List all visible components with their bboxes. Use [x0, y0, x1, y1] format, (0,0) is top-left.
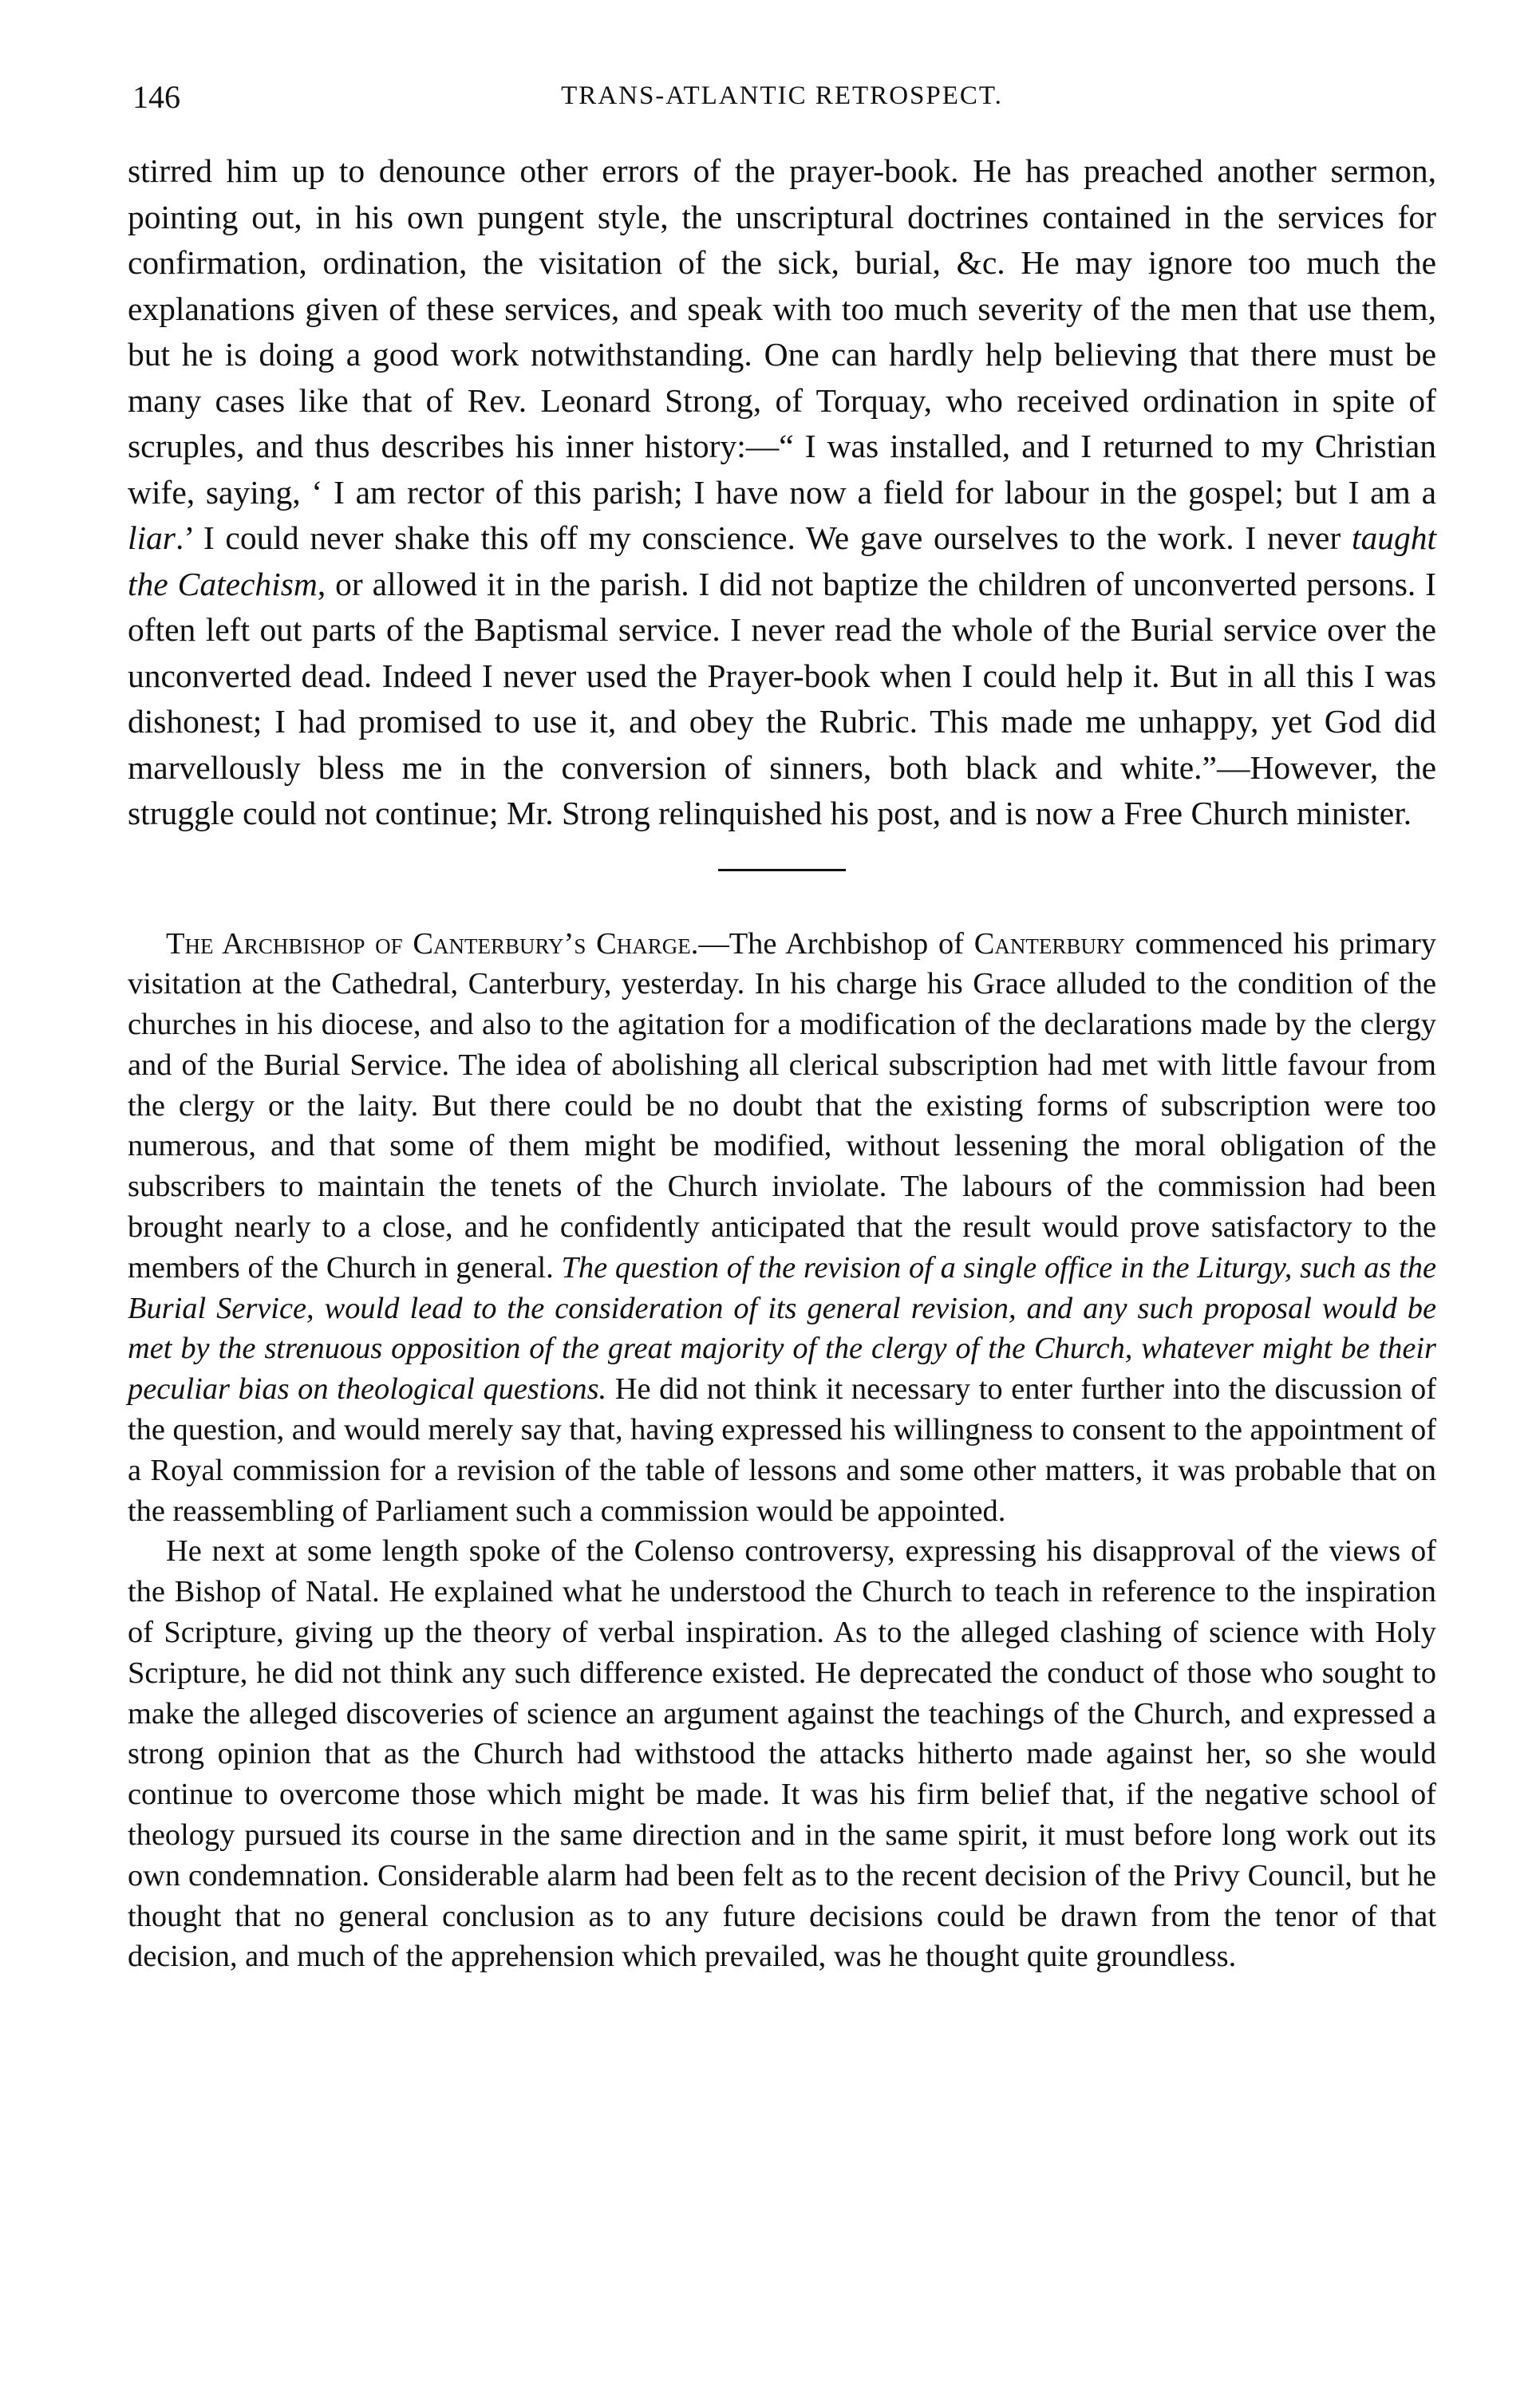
para1-text-3: , or allowed it in the parish. I did not baptize the children of unconverted persons. I often left out parts of the Baptismal service. I never read the whole of the Burial service over the unconverted dead. Indeed I never used the Prayer-book when I could help it. But in all this I was dishonest; I had promised to use it, and obey the Rubric. This made me unhappy, yet God did marvellously bless me in the conversion of sinners, both black and white.”—However, the struggle could not continue; Mr. Strong relinquished his post, and is now a Free Church minister.	[128, 565, 1436, 831]
para1-italic-catechism: taught the Catechism	[128, 519, 1436, 602]
para2-italic-passage: The question of the revision of a single office in the Liturgy, such as the Burial Service, would lead to the consideration of its general revision, and any such proposal would be met by the strenuous opposition of the great majority of the clergy of the Church, whatever might be their peculiar bias on theological questions.	[128, 1250, 1436, 1407]
para1-text-2: .’ I could never shake this off my conscience. We gave ourselves to the work. I never	[175, 519, 1352, 556]
page-header	[128, 62, 1436, 118]
page-number: 146	[132, 79, 180, 115]
para2-text-3: He did not think it necessary to enter further into the discussion of the question, and would merely say that, having expressed his willingness to consent to the appointment of a Royal commission for a revision of the table of lessons and some other matters, it was probable that on the reassembling of Parliament such a commission would be appointed.	[128, 1372, 1436, 1528]
paragraph-archbishop-charge	[128, 924, 1436, 1532]
paragraph-strong-history	[128, 148, 1436, 837]
para1-italic-liar: liar	[128, 519, 176, 556]
article-heading: The Archbishop of Canterbury’s Charge.	[166, 926, 699, 961]
section-divider	[718, 869, 846, 871]
page	[128, 62, 1436, 1977]
paragraph-colenso	[128, 1531, 1436, 1977]
running-head: TRANS-ATLANTIC RETROSPECT.	[561, 81, 1003, 110]
para2-text-2: commenced his primary visitation at the Cathedral, Canterbury, yesterday. In his charge his Grace alluded to the condition of the churches in his diocese, and also to the agitation for a modification of the declarations made by the clergy and of the Burial Service. The idea of abolishing all clerical subscription had met with little favour from the clergy or the laity. But there could be no doubt that the existing forms of subscription were too numerous, and that some of them might be modified, without lessening the moral obligation of the subscribers to maintain the tenets of the Church inviolate. The labours of the commission had been brought nearly to a close, and he confidently anticipated that the result would prove satisfactory to the members of the Church in general.	[128, 926, 1436, 1285]
para3-text: He next at some length spoke of the Colenso controversy, expressing his disapproval of the views of the Bishop of Natal. He explained what he understood the Church to teach in reference to the inspiration of Scripture, giving up the theory of verbal inspiration. As to the alleged clashing of science with Holy Scripture, he did not think any such difference existed. He deprecated the conduct of those who sought to make the alleged discoveries of science an argument against the teachings of the Church, and expressed a strong opinion that as the Church had withstood the attacks hitherto made against her, so she would continue to overcome those which might be made. It was his firm belief that, if the negative school of theology pursued its course in the same direction and in the same spirit, it must before long work out its own condemnation. Considerable alarm had been felt as to the recent decision of the Privy Council, but he thought that no general conclusion as to any future decisions could be drawn from the tenor of that decision, and much of the apprehension which prevailed, was he thought quite groundless.	[128, 1534, 1436, 1974]
para1-text-1: stirred him up to denounce other errors of the prayer-book. He has preached another sermon, pointing out, in his own pungent style, the unscriptural doctrines contained in the services for confirmation, ordination, the visitation of the sick, burial, &c. He may ignore too much the explanations given of these services, and speak with too much severity of the men that use them, but he is doing a good work notwithstanding. One can hardly help believing that there must be many cases like that of Rev. Leonard Strong, of Torquay, who received ordination in spite of scruples, and thus describes his inner history:—“ I was installed, and I returned to my Christian wife, saying, ‘ I am rector of this parish; I have now a field for labour in the gospel; but I am a	[128, 152, 1436, 511]
para2-text-1: —The Archbishop of	[698, 926, 974, 961]
para2-canterbury: Canterbury	[973, 926, 1125, 961]
